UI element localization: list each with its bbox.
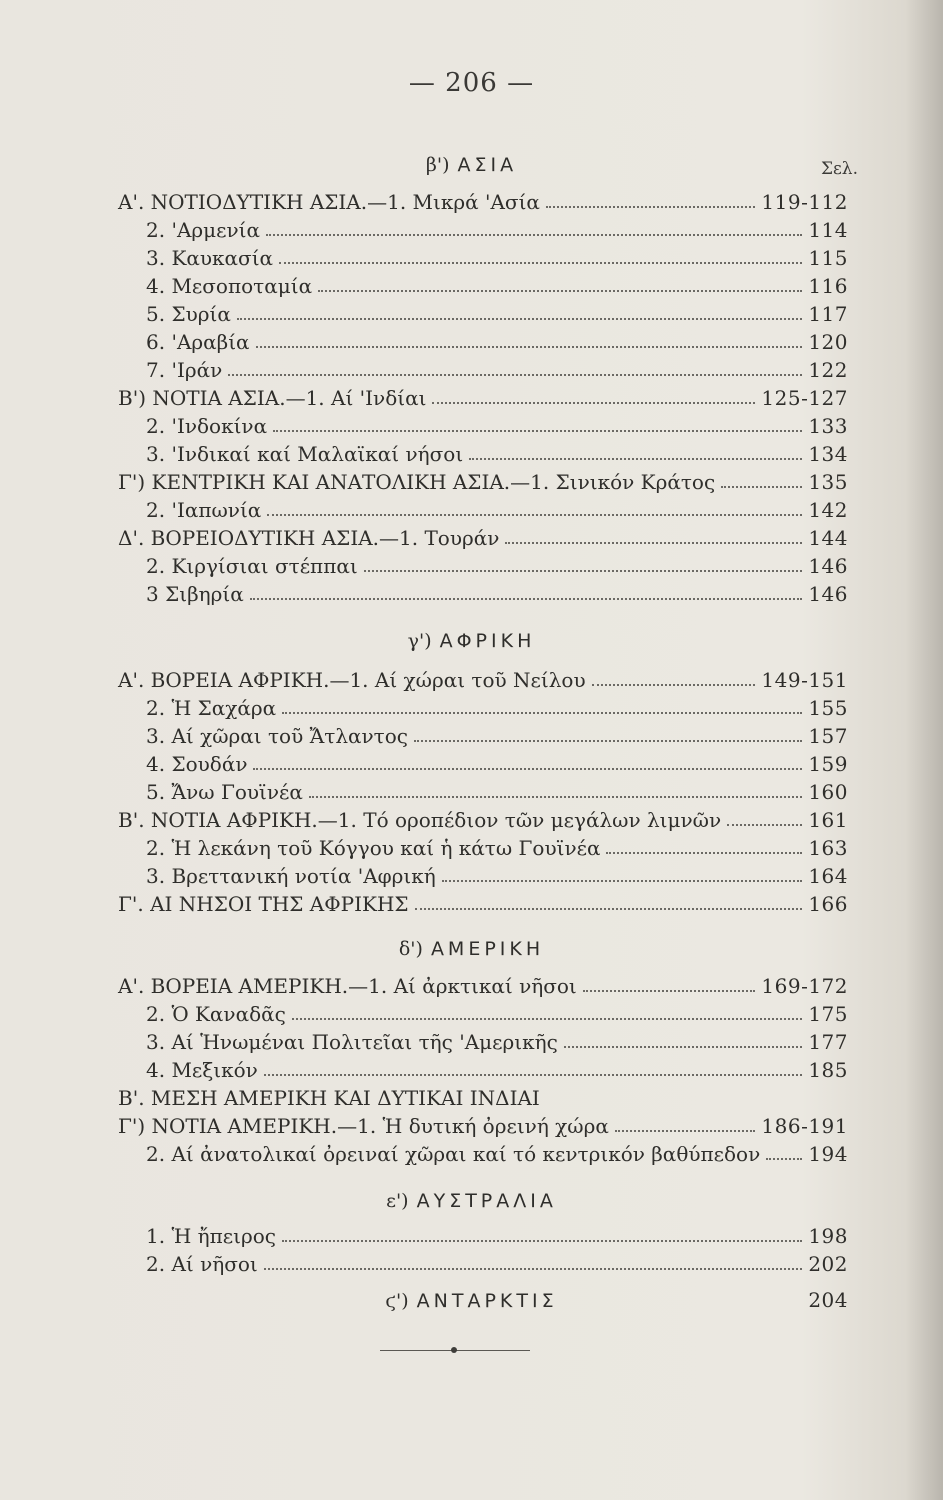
section-marker: γ') xyxy=(407,630,432,652)
leader-dots xyxy=(264,1074,802,1076)
toc-entry-text: 3 Σιβηρία xyxy=(146,582,244,606)
toc-entry-text: 2. Ἡ Σαχάρα xyxy=(146,696,277,720)
toc-entry-text: Γ'. ΑΙ ΝΗΣΟΙ ΤΗΣ ΑΦΡΙΚΗΣ xyxy=(118,892,409,916)
toc-entry-text: 1. Ἡ ἤπειρος xyxy=(146,1224,276,1248)
leader-dots xyxy=(727,824,802,826)
toc-entry-text: 5. Συρία xyxy=(146,302,231,326)
leader-dots xyxy=(583,990,756,992)
leader-dots xyxy=(266,234,802,236)
toc-entry-text: Β') ΝΟΤΙΑ ΑΣΙΑ.—1. Αί 'Ινδίαι xyxy=(118,386,427,410)
section-heading-america xyxy=(0,938,943,960)
leader-dots xyxy=(282,1240,802,1242)
toc-entry-page: 155 xyxy=(808,696,848,720)
toc-entry xyxy=(146,358,848,382)
toc-entry xyxy=(146,780,848,804)
section-heading-australia xyxy=(0,1190,943,1212)
page-number: — 206 — xyxy=(408,68,535,98)
toc-entry-text: 2. Ὁ Καναδᾶς xyxy=(146,1002,286,1026)
toc-entry-text: Δ'. ΒΟΡΕΙΟΔΥΤΙΚΗ ΑΣΙΑ.—1. Τουράν xyxy=(118,526,500,550)
section-marker: ε') xyxy=(386,1190,409,1212)
toc-entry xyxy=(146,1142,848,1166)
leader-dots xyxy=(766,1158,802,1160)
leader-dots xyxy=(253,768,802,770)
leader-dots xyxy=(292,1018,802,1020)
toc-entry-text: 2. 'Αρμενία xyxy=(146,218,261,242)
toc-entry-text: 2. Αί ἀνατολικαί ὀρειναί χῶραι καί τό κεντρικόν βαθύπεδον xyxy=(146,1142,761,1166)
toc-entry-page: 185 xyxy=(808,1058,848,1082)
toc-entry xyxy=(146,302,848,326)
toc-entry-page: 177 xyxy=(808,1030,848,1054)
toc-entry-page: 120 xyxy=(808,330,848,354)
toc-entry-page: 202 xyxy=(808,1252,848,1276)
toc-entry xyxy=(118,386,848,410)
leader-dots xyxy=(615,1130,756,1132)
toc-entry-page: 161 xyxy=(808,808,848,832)
leader-dots xyxy=(264,1268,803,1270)
section-marker: δ') xyxy=(398,938,423,960)
toc-entry xyxy=(146,218,848,242)
section-title: ΑΦΡΙΚΗ xyxy=(439,630,536,652)
section-heading-asia xyxy=(0,154,943,176)
toc-entry xyxy=(118,1114,848,1138)
toc-entry-page: 166 xyxy=(808,892,848,916)
toc-entry xyxy=(146,696,848,720)
toc-entry-text: Α'. ΒΟΡΕΙΑ ΑΜΕΡΙΚΗ.—1. Αί ἀρκτικαί νῆσοι xyxy=(118,974,577,998)
toc-entry xyxy=(146,724,848,748)
toc-entry-page: 149-151 xyxy=(761,668,848,692)
toc-entry xyxy=(118,470,848,494)
leader-dots xyxy=(592,684,756,686)
end-rule-ornament xyxy=(451,1347,457,1353)
toc-entry xyxy=(146,498,848,522)
leader-dots xyxy=(228,374,802,376)
leader-dots xyxy=(279,262,802,264)
toc-entry-page: 116 xyxy=(808,274,848,298)
toc-entry-page: 125-127 xyxy=(761,386,848,410)
leader-dots xyxy=(442,880,803,882)
toc-entry-page: 164 xyxy=(808,864,848,888)
toc-entry xyxy=(146,1252,848,1276)
toc-entry-page: 204 xyxy=(808,1288,848,1312)
toc-entry xyxy=(118,892,848,916)
toc-entry xyxy=(146,864,848,888)
toc-entry-page: 194 xyxy=(808,1142,848,1166)
toc-entry-page: 146 xyxy=(808,554,848,578)
toc-entry-text: 4. Σουδάν xyxy=(146,752,248,776)
toc-entry-page: 114 xyxy=(808,218,848,242)
leader-dots xyxy=(256,346,803,348)
toc-entry xyxy=(118,190,848,214)
toc-entry xyxy=(118,1086,848,1110)
toc-entry-text: 3. 'Ινδικαί καί Μαλαϊκαί νήσοι xyxy=(146,442,464,466)
toc-entry-text: 5. Ἄνω Γουϊνέα xyxy=(146,780,303,804)
toc-entry-text: 2. Αί νῆσοι xyxy=(146,1252,258,1276)
toc-entry-text: 3. Αί Ἡνωμέναι Πολιτεῖαι τῆς 'Αμερικῆς xyxy=(146,1030,558,1054)
section-heading-antarctica xyxy=(0,1290,943,1312)
toc-entry-text: 7. 'Ιράν xyxy=(146,358,223,382)
leader-dots xyxy=(309,796,802,798)
toc-entry-page: 198 xyxy=(808,1224,848,1248)
toc-entry xyxy=(146,1030,848,1054)
toc-entry xyxy=(146,752,848,776)
toc-entry-page: 157 xyxy=(808,724,848,748)
toc-entry-page: 144 xyxy=(808,526,848,550)
toc-entry xyxy=(146,274,848,298)
toc-entry-page: 146 xyxy=(808,582,848,606)
toc-entry-page: 169-172 xyxy=(761,974,848,998)
section-title: ΑΝΤΑΡΚΤΙΣ xyxy=(416,1290,558,1312)
toc-entry-page: 135 xyxy=(808,470,848,494)
toc-entry-text: Α'. ΒΟΡΕΙΑ ΑΦΡΙΚΗ.—1. Αί χώραι τοῦ Νείλου xyxy=(118,668,586,692)
toc-entry xyxy=(118,668,848,692)
toc-entry-page: 134 xyxy=(808,442,848,466)
toc-entry xyxy=(146,442,848,466)
toc-entry xyxy=(118,974,848,998)
toc-entry-page: 115 xyxy=(808,246,848,270)
toc-entry-page: 186-191 xyxy=(761,1114,848,1138)
toc-entry-page: 133 xyxy=(808,414,848,438)
toc-entry-text: Γ') ΝΟΤΙΑ ΑΜΕΡΙΚΗ.—1. Ἡ δυτική ὀρεινή χώρα xyxy=(118,1114,609,1138)
toc-entry-page: 122 xyxy=(808,358,848,382)
toc-entry-page: 163 xyxy=(808,836,848,860)
toc-entry-page: 159 xyxy=(808,752,848,776)
leader-dots xyxy=(606,852,802,854)
toc-entry-text: Β'. ΝΟΤΙΑ ΑΦΡΙΚΗ.—1. Τό οροπέδιον τῶν μεγάλων λιμνῶν xyxy=(118,808,722,832)
toc-entry-page: 117 xyxy=(808,302,848,326)
toc-entry-text: 2. 'Ινδοκίνα xyxy=(146,414,268,438)
toc-entry xyxy=(118,526,848,550)
leader-dots xyxy=(237,318,802,320)
leader-dots xyxy=(564,1046,803,1048)
leader-dots xyxy=(318,290,802,292)
page-column-label: Σελ. xyxy=(820,159,858,179)
toc-entry-text: 4. Μεσοποταμία xyxy=(146,274,313,298)
toc-entry-text: 2. 'Ιαπωνία xyxy=(146,498,262,522)
toc-entry xyxy=(146,554,848,578)
leader-dots xyxy=(505,542,802,544)
toc-entry xyxy=(118,808,848,832)
toc-entry-text: 3. Βρεττανική νοτία 'Αφρική xyxy=(146,864,436,888)
leader-dots xyxy=(250,598,803,600)
leader-dots xyxy=(432,402,755,404)
section-heading-africa xyxy=(0,630,943,652)
toc-entry-page: 160 xyxy=(808,780,848,804)
section-marker: ϛ') xyxy=(385,1290,409,1312)
toc-entry xyxy=(146,582,848,606)
toc-entry xyxy=(146,1002,848,1026)
leader-dots xyxy=(364,570,803,572)
toc-entry-text: Γ') ΚΕΝΤΡΙΚΗ ΚΑΙ ΑΝΑΤΟΛΙΚΗ ΑΣΙΑ.—1. Σινικόν Κράτος xyxy=(118,470,716,494)
toc-entry xyxy=(146,246,848,270)
leader-dots xyxy=(267,514,802,516)
leader-dots xyxy=(273,430,802,432)
toc-entry xyxy=(146,330,848,354)
toc-entry-page: 142 xyxy=(808,498,848,522)
toc-entry-page: 119-112 xyxy=(761,190,848,214)
toc-entry-text: 6. 'Αραβία xyxy=(146,330,250,354)
leader-dots xyxy=(546,206,755,208)
toc-entry xyxy=(146,1224,848,1248)
toc-entry-text: 2. Κιργίσιαι στέππαι xyxy=(146,554,358,578)
leader-dots xyxy=(469,458,802,460)
toc-entry xyxy=(146,836,848,860)
toc-entry-text: 3. Αί χῶραι τοῦ Ἄτλαντος xyxy=(146,724,408,748)
leader-dots xyxy=(721,486,802,488)
toc-entry-text: Β'. ΜΕΣΗ ΑΜΕΡΙΚΗ ΚΑΙ ΔΥΤΙΚΑΙ ΙΝΔΙΑΙ xyxy=(118,1086,540,1110)
section-title: ΑΥΣΤΡΑΛΙΑ xyxy=(416,1190,557,1212)
toc-entry-text: 4. Μεξικόν xyxy=(146,1058,258,1082)
section-title: ΑΣΙΑ xyxy=(457,154,518,176)
section-marker: β') xyxy=(425,154,450,176)
leader-dots xyxy=(414,740,802,742)
section-title: ΑΜΕΡΙΚΗ xyxy=(430,938,545,960)
toc-entry-text: 2. Ἡ λεκάνη τοῦ Κόγγου καί ἡ κάτω Γουϊνέα xyxy=(146,836,601,860)
toc-entry-page: 175 xyxy=(808,1002,848,1026)
toc-entry-text: 3. Καυκασία xyxy=(146,246,274,270)
toc-entry xyxy=(146,414,848,438)
leader-dots xyxy=(415,908,803,910)
toc-entry xyxy=(146,1058,848,1082)
leader-dots xyxy=(282,712,802,714)
toc-entry-text: Α'. ΝΟΤΙΟΔΥΤΙΚΗ ΑΣΙΑ.—1. Μικρά 'Ασία xyxy=(118,190,540,214)
